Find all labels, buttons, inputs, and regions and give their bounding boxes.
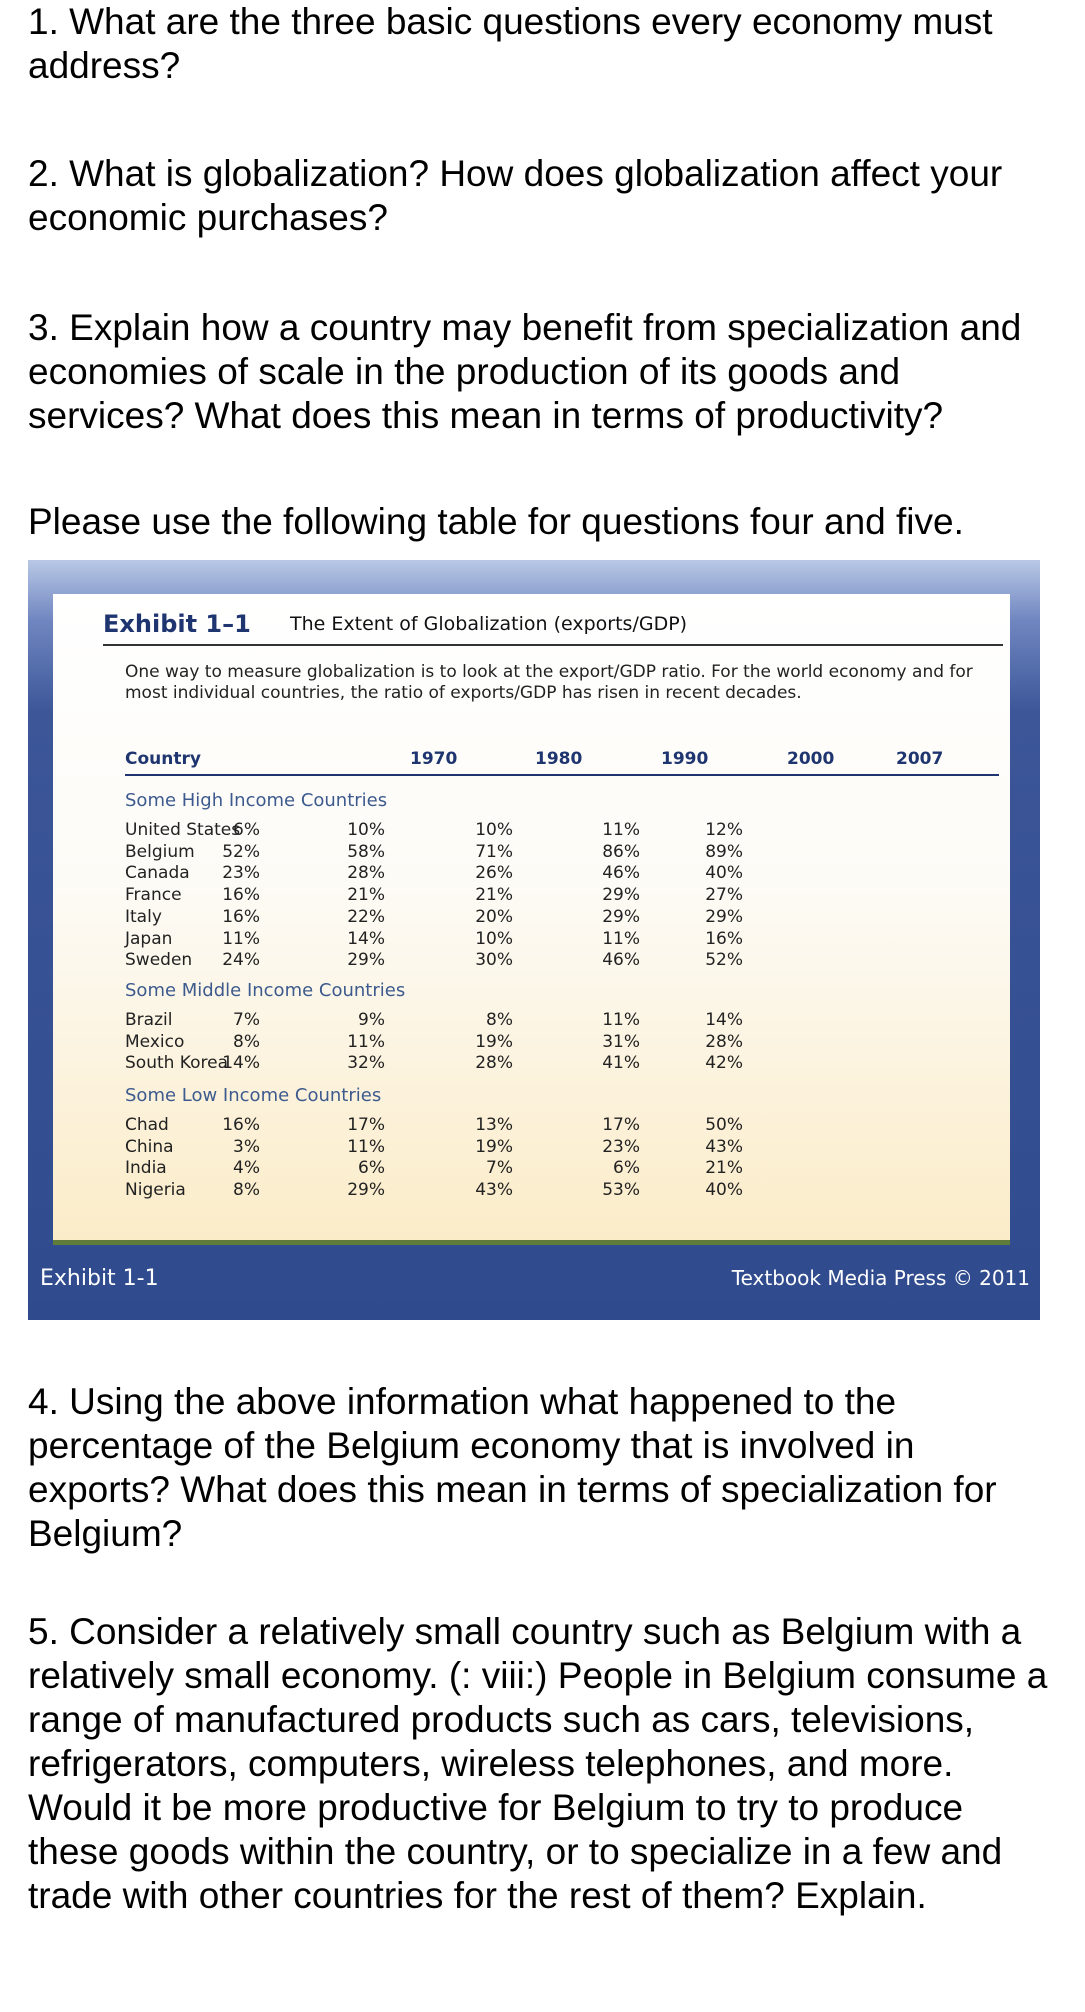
ratio-value: 11% bbox=[602, 820, 640, 840]
ratio-value: 52% bbox=[222, 841, 260, 862]
ratio-value: 29% bbox=[347, 950, 385, 971]
table-row bbox=[125, 906, 1005, 928]
ratio-value: 11% bbox=[347, 1136, 385, 1157]
ratio-value: 7% bbox=[233, 1010, 260, 1030]
title-divider bbox=[103, 644, 1003, 646]
ratio-value: 26% bbox=[475, 863, 513, 884]
table-row bbox=[125, 862, 1005, 884]
ratio-value: 31% bbox=[602, 1031, 640, 1052]
ratio-value: 11% bbox=[602, 928, 640, 949]
card-bottom-bar bbox=[53, 1240, 1010, 1245]
table-row bbox=[125, 1114, 1005, 1136]
ratio-value: 27% bbox=[705, 885, 743, 906]
ratio-value: 14% bbox=[705, 1010, 743, 1030]
ratio-value: 11% bbox=[602, 1010, 640, 1030]
ratio-value: 43% bbox=[705, 1136, 743, 1157]
country-name: France bbox=[125, 885, 182, 906]
ratio-value: 7% bbox=[486, 1158, 513, 1179]
header-1970: 1970 bbox=[410, 749, 458, 769]
table-row bbox=[125, 819, 1005, 841]
table-row bbox=[125, 949, 1005, 971]
ratio-value: 46% bbox=[602, 863, 640, 884]
ratio-value: 10% bbox=[347, 820, 385, 840]
table-row bbox=[125, 1009, 1005, 1031]
country-name: Sweden bbox=[125, 950, 193, 971]
ratio-value: 29% bbox=[602, 885, 640, 906]
ratio-value: 14% bbox=[222, 1053, 260, 1074]
ratio-value: 4% bbox=[233, 1158, 260, 1179]
ratio-value: 24% bbox=[222, 950, 260, 971]
ratio-value: 29% bbox=[347, 1180, 385, 1201]
ratio-value: 8% bbox=[233, 1031, 260, 1052]
ratio-value: 29% bbox=[705, 906, 743, 927]
question-1: 1. What are the three basic questions every economy must address? bbox=[28, 1, 993, 86]
table-row bbox=[125, 1179, 1005, 1201]
ratio-value: 20% bbox=[475, 906, 513, 927]
ratio-value: 6% bbox=[358, 1158, 385, 1179]
ratio-value: 28% bbox=[475, 1053, 513, 1074]
ratio-value: 14% bbox=[347, 928, 385, 949]
question-5: 5. Consider a relatively small country such as Belgium with a relatively small economy. (: viii:) People in Belgium consume a range of manufactured products such as cars, televisions, refrigerators, computers, wireless telephones, and more. Would it be more productive for Belgium to try to produce these goods within the country, or to specialize in a few and trade with other countries for the rest of them? Explain. bbox=[28, 1611, 1048, 1916]
table-row bbox=[125, 1136, 1005, 1158]
country-name: United States bbox=[125, 820, 241, 840]
ratio-value: 6% bbox=[233, 820, 260, 840]
ratio-value: 11% bbox=[222, 928, 260, 949]
ratio-value: 43% bbox=[475, 1180, 513, 1201]
ratio-value: 12% bbox=[705, 820, 743, 840]
ratio-value: 41% bbox=[602, 1053, 640, 1074]
exhibit-slide bbox=[28, 560, 1040, 1320]
question-2: 2. What is globalization? How does globalization affect your economic purchases? bbox=[28, 153, 1003, 238]
country-name: Belgium bbox=[125, 841, 195, 862]
ratio-value: 10% bbox=[475, 820, 513, 840]
table-row bbox=[125, 1031, 1005, 1053]
ratio-value: 53% bbox=[602, 1180, 640, 1201]
ratio-value: 6% bbox=[613, 1158, 640, 1179]
ratio-value: 28% bbox=[347, 863, 385, 884]
header-divider bbox=[125, 774, 999, 776]
question-4: 4. Using the above information what happened to the percentage of the Belgium economy that is involved in exports? What does this mean in terms of specialization for Belgium? bbox=[28, 1381, 997, 1554]
group-label: Some Low Income Countries bbox=[125, 1085, 382, 1106]
ratio-value: 71% bbox=[475, 841, 513, 862]
ratio-value: 17% bbox=[347, 1115, 385, 1135]
ratio-value: 8% bbox=[233, 1180, 260, 1201]
ratio-value: 16% bbox=[222, 1115, 260, 1135]
slide-copyright: Textbook Media Press © 2011 bbox=[731, 1266, 1030, 1290]
ratio-value: 9% bbox=[358, 1010, 385, 1030]
ratio-value: 46% bbox=[602, 950, 640, 971]
ratio-value: 89% bbox=[705, 841, 743, 862]
country-name: Chad bbox=[125, 1115, 169, 1135]
table-row bbox=[125, 841, 1005, 863]
question-3: 3. Explain how a country may benefit from specialization and economies of scale in the production of its goods and services? What does this mean in terms of productivity? bbox=[28, 307, 1022, 436]
ratio-value: 86% bbox=[602, 841, 640, 862]
ratio-value: 50% bbox=[705, 1115, 743, 1135]
ratio-value: 22% bbox=[347, 906, 385, 927]
ratio-value: 29% bbox=[602, 906, 640, 927]
ratio-value: 16% bbox=[705, 928, 743, 949]
ratio-value: 52% bbox=[705, 950, 743, 971]
country-name: South Korea bbox=[125, 1053, 229, 1074]
header-2007: 2007 bbox=[896, 749, 944, 769]
ratio-value: 40% bbox=[705, 1180, 743, 1201]
table-row bbox=[125, 1052, 1005, 1074]
ratio-value: 10% bbox=[475, 928, 513, 949]
country-name: Brazil bbox=[125, 1010, 173, 1030]
ratio-value: 17% bbox=[602, 1115, 640, 1135]
ratio-value: 13% bbox=[475, 1115, 513, 1135]
table-row bbox=[125, 928, 1005, 950]
header-2000: 2000 bbox=[787, 749, 835, 769]
ratio-value: 19% bbox=[475, 1031, 513, 1052]
ratio-value: 16% bbox=[222, 906, 260, 927]
ratio-value: 40% bbox=[705, 863, 743, 884]
ratio-value: 32% bbox=[347, 1053, 385, 1074]
ratio-value: 16% bbox=[222, 885, 260, 906]
ratio-value: 42% bbox=[705, 1053, 743, 1074]
country-name: Mexico bbox=[125, 1031, 185, 1052]
header-1990: 1990 bbox=[661, 749, 709, 769]
ratio-value: 21% bbox=[705, 1158, 743, 1179]
ratio-value: 19% bbox=[475, 1136, 513, 1157]
header-country: Country bbox=[125, 749, 201, 769]
country-name: Canada bbox=[125, 863, 190, 884]
exhibit-subtitle: The Extent of Globalization (exports/GDP) bbox=[290, 613, 688, 635]
country-name: India bbox=[125, 1158, 167, 1179]
country-name: Nigeria bbox=[125, 1180, 186, 1201]
country-name: Italy bbox=[125, 906, 162, 927]
ratio-value: 23% bbox=[222, 863, 260, 884]
ratio-value: 30% bbox=[475, 950, 513, 971]
ratio-value: 21% bbox=[475, 885, 513, 906]
ratio-value: 21% bbox=[347, 885, 385, 906]
exhibit-title: Exhibit 1–1 bbox=[103, 610, 251, 638]
table-row bbox=[125, 1157, 1005, 1179]
ratio-value: 8% bbox=[486, 1010, 513, 1030]
country-name: Japan bbox=[125, 928, 173, 949]
exhibit-card bbox=[53, 594, 1010, 1242]
group-label: Some High Income Countries bbox=[125, 790, 388, 811]
ratio-value: 11% bbox=[347, 1031, 385, 1052]
ratio-value: 23% bbox=[602, 1136, 640, 1157]
slide-label: Exhibit 1-1 bbox=[40, 1266, 159, 1291]
table-row bbox=[125, 884, 1005, 906]
group-label: Some Middle Income Countries bbox=[125, 980, 406, 1001]
ratio-value: 28% bbox=[705, 1031, 743, 1052]
country-name: China bbox=[125, 1136, 174, 1157]
ratio-value: 3% bbox=[233, 1136, 260, 1157]
table-intro: Please use the following table for questions four and five. bbox=[28, 501, 964, 542]
exhibit-description: One way to measure globalization is to look at the export/GDP ratio. For the world economy and for most individual countries, the ratio of exports/GDP has risen in recent decades. bbox=[125, 662, 973, 703]
header-1980: 1980 bbox=[535, 749, 583, 769]
ratio-value: 58% bbox=[347, 841, 385, 862]
